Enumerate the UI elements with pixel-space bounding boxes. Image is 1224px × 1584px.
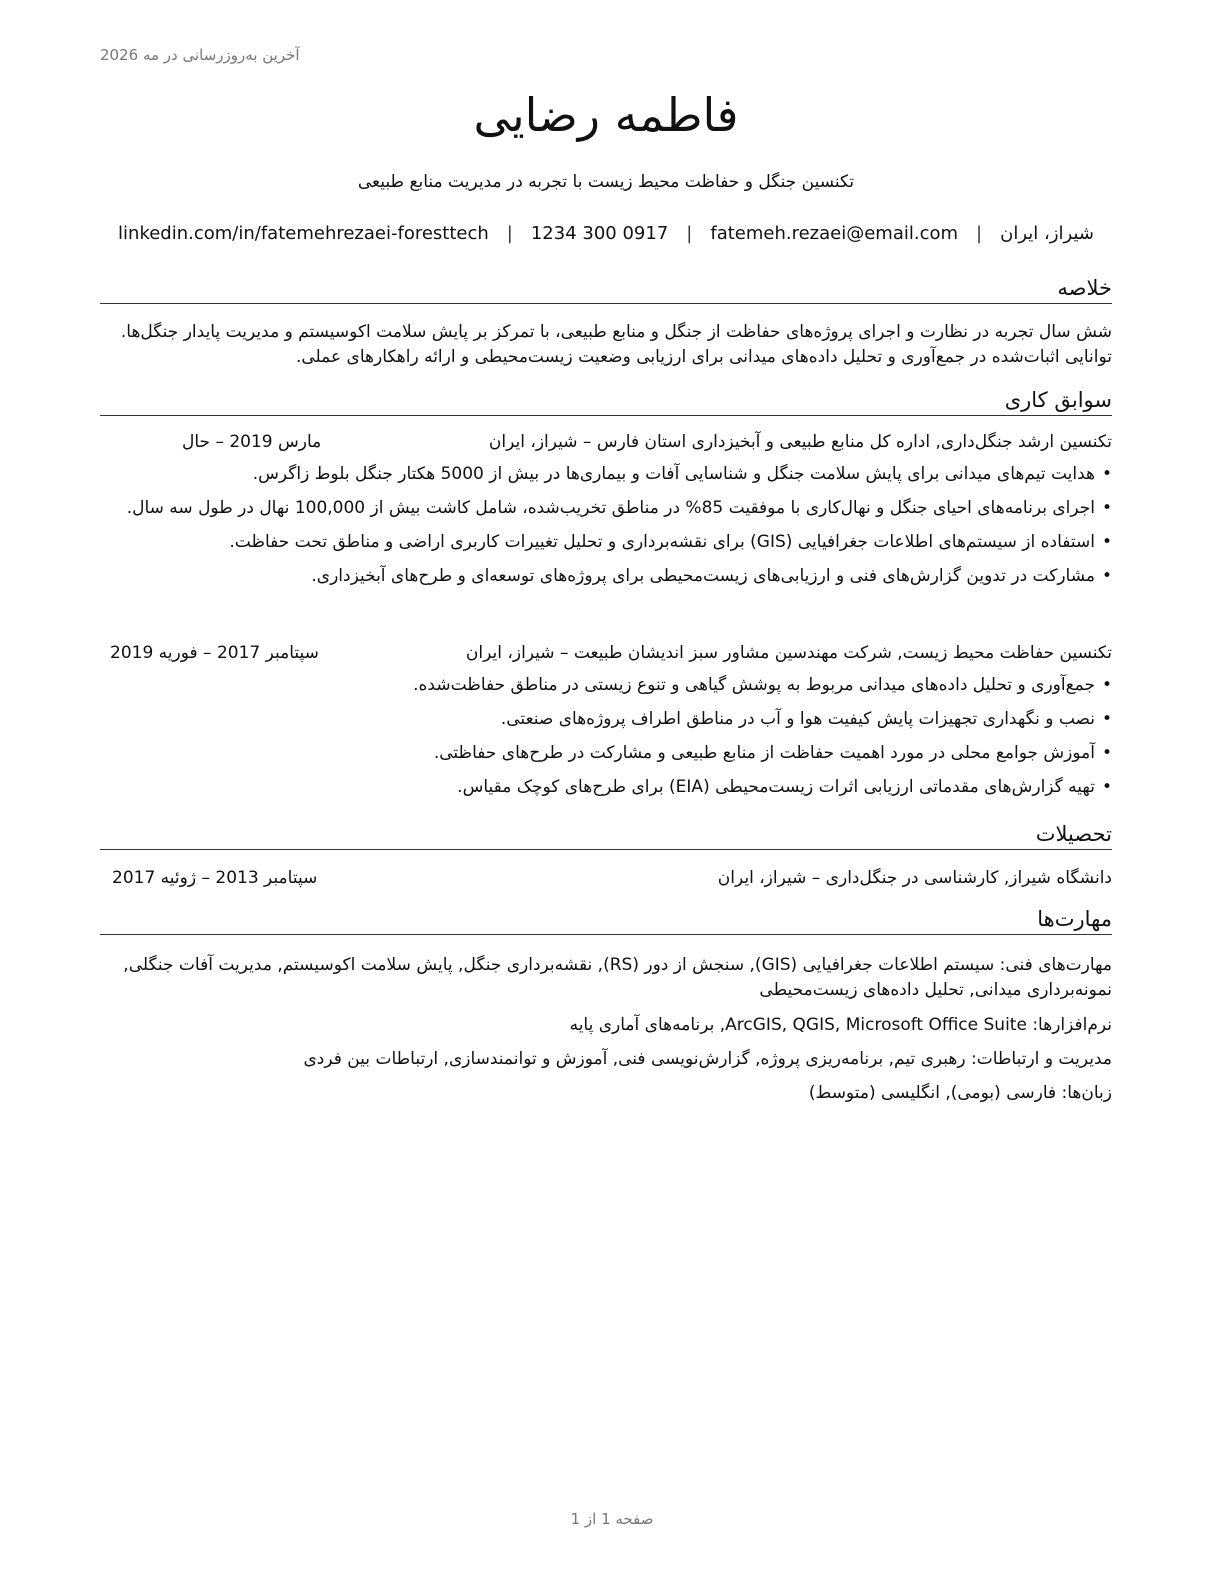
job-role: تکنسین ارشد جنگل‌داری, اداره کل منابع طبیعی و آبخیزداری استان فارس – شیراز، ایران <box>488 432 1112 452</box>
summary-text: شش سال تجربه در نظارت و اجرای پروژه‌های حفاظت از جنگل و منابع طبیعی، با تمرکز بر پایش سلامت اکوسیستم و مدیریت پایدار جنگل‌ها. توانایی اثبات‌شده در جمع‌آوری و تحلیل داده‌های میدانی برای ارزیابی وضعیت زیست‌محیطی و ارائه راهکارهای عملی. <box>120 322 1112 367</box>
job-bullets <box>100 462 1112 589</box>
skills-management: مدیریت و ارتباطات: رهبری تیم, برنامه‌ریزی پروژه, گزارش‌نویسی فنی, آموزش و توانمندسازی, ارتباطات بین فردی <box>303 1049 1112 1069</box>
contact-line <box>100 223 1112 244</box>
job-date: مارس 2019 – حال <box>182 432 322 452</box>
job-bullet: • مشارکت در تدوین گزارش‌های فنی و ارزیابی‌های زیست‌محیطی برای پروژه‌های توسعه‌ای و طرح‌های آبخیزداری. <box>100 564 1112 589</box>
contact-linkedin[interactable]: linkedin.com/in/fatemehrezaei-foresttech <box>118 223 489 244</box>
job-bullet: • استفاده از سیستم‌های اطلاعات جغرافیایی (GIS) برای نقشه‌برداری و تحلیل تغییرات کاربری اراضی و مناطق تحت حفاظت. <box>100 530 1112 555</box>
contact-separator: | <box>686 223 693 244</box>
contact-email[interactable]: fatemeh.rezaei@email.com <box>710 223 959 244</box>
section-title-experience: سوابق کاری <box>100 388 1112 416</box>
job-bullet: • تهیه گزارش‌های مقدماتی ارزیابی اثرات زیست‌محیطی (EIA) برای طرح‌های کوچک مقیاس. <box>100 775 1112 800</box>
job-header <box>100 432 1112 456</box>
job-bullets <box>100 673 1112 800</box>
skills-languages: زبان‌ها: فارسی (بومی), انگلیسی (متوسط) <box>808 1083 1112 1103</box>
last-updated-note: آخرین به‌روزرسانی در مه 2026 <box>100 46 300 64</box>
section-title-summary: خلاصه <box>100 276 1112 304</box>
job-bullet: • جمع‌آوری و تحلیل داده‌های میدانی مربوط به پوشش گیاهی و تنوع زیستی در مناطق حفاظت‌شده. <box>100 673 1112 698</box>
contact-location: شیراز، ایران <box>1000 223 1094 244</box>
skills-software: نرم‌افزارها: ArcGIS, QGIS, Microsoft Office Suite, برنامه‌های آماری پایه <box>569 1015 1112 1035</box>
contact-separator: | <box>976 223 983 244</box>
section-title-skills: مهارت‌ها <box>100 907 1112 935</box>
education-degree: دانشگاه شیراز, کارشناسی در جنگل‌داری – شیراز، ایران <box>717 868 1112 888</box>
contact-separator: | <box>506 223 513 244</box>
person-name: فاطمه رضایی <box>473 88 739 142</box>
skills-technical: مهارت‌های فنی: سیستم اطلاعات جغرافیایی (GIS), سنجش از دور (RS), نقشه‌برداری جنگل, پایش سلامت اکوسیستم, مدیریت آفات جنگلی, نمونه‌برداری میدانی, تحلیل داده‌های زیست‌محیطی <box>123 955 1112 1000</box>
contact-phone: 1234 300 0917 <box>530 223 669 244</box>
job-header <box>100 643 1112 667</box>
page-number: صفحه 1 از 1 <box>570 1510 654 1528</box>
education-date: سپتامبر 2013 – ژوئیه 2017 <box>112 868 318 888</box>
tagline: تکنسین جنگل و حفاظت محیط زیست با تجربه در مدیریت منابع طبیعی <box>357 172 855 192</box>
job-bullet: • نصب و نگهداری تجهیزات پایش کیفیت هوا و آب در مناطق اطراف پروژه‌های صنعتی. <box>100 707 1112 732</box>
job-role: تکنسین حفاظت محیط زیست, شرکت مهندسین مشاور سبز اندیشان طبیعت – شیراز، ایران <box>465 643 1112 663</box>
section-title-education: تحصیلات <box>100 822 1112 850</box>
job-bullet: • اجرای برنامه‌های احیای جنگل و نهال‌کاری با موفقیت 85% در مناطق تخریب‌شده، شامل کاشت بیش از 100,000 نهال در طول سه سال. <box>100 496 1112 521</box>
resume-page <box>100 0 1112 1584</box>
job-bullet: • آموزش جوامع محلی در مورد اهمیت حفاظت از منابع طبیعی و مشارکت در طرح‌های حفاظتی. <box>100 741 1112 766</box>
education-entry <box>100 868 1112 892</box>
job-bullet: • هدایت تیم‌های میدانی برای پایش سلامت جنگل و شناسایی آفات و بیماری‌ها در بیش از 5000 هکتار جنگل بلوط زاگرس. <box>100 462 1112 487</box>
job-date: سپتامبر 2017 – فوریه 2019 <box>110 643 319 663</box>
